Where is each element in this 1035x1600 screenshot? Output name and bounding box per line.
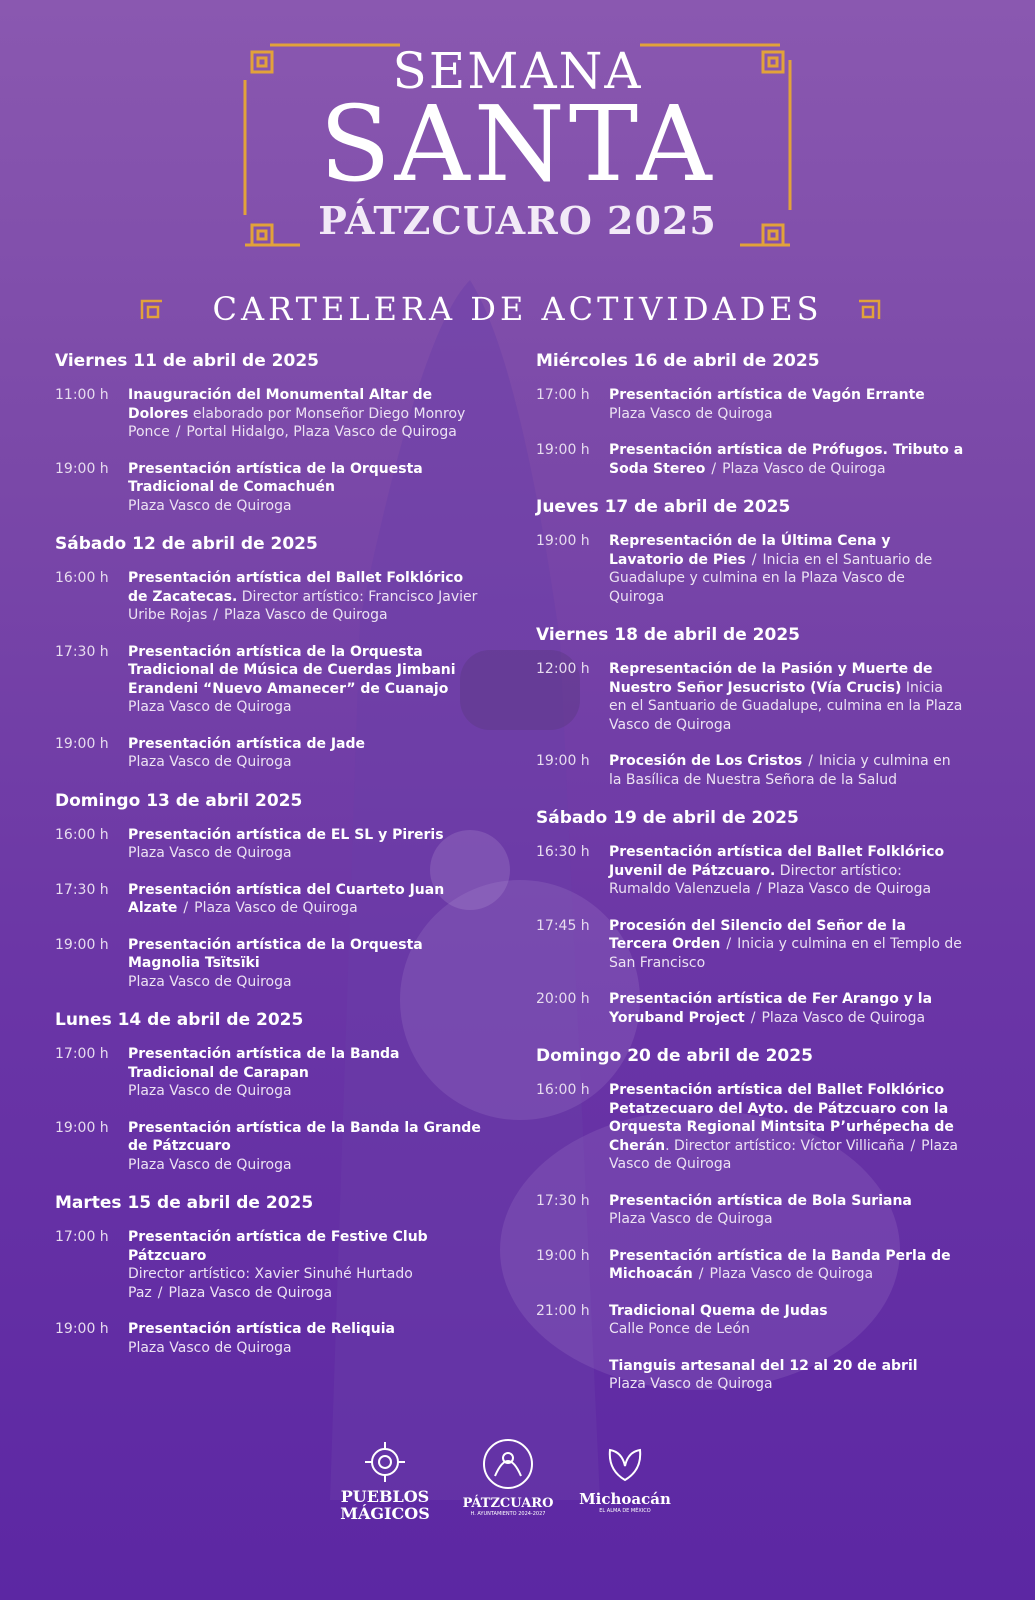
event-title: Presentación artística de Fer Arango y la Yoruband Project [609,991,933,1026]
title-santa: SANTA [319,83,716,205]
event-title: Presentación artística de Festive Club Pátzcuaro [128,1229,428,1264]
separator: / [808,753,813,769]
event-title: Tradicional Quema de Judas [609,1302,828,1319]
event-body [128,936,483,992]
schedule-column-right [536,350,966,1412]
day-title: Domingo 20 de abril de 2025 [536,1046,813,1066]
event-title: Tianguis artesanal del 12 al 20 de abril [609,1357,918,1374]
event-place: Plaza Vasco de Quiroga [709,1266,874,1282]
event-time: 17:30 h [55,881,109,898]
separator: / [213,607,218,623]
event-detail: . Director artístico: Víctor Villicaña [665,1137,905,1154]
day-section [55,1009,485,1174]
event-place: Inicia en el Santuario de Guadalupe y culmina en la Plaza Vasco de Quiroga [609,551,933,605]
patzcuaro-logo [458,1436,558,1517]
event-place: Plaza Vasco de Quiroga [609,405,773,422]
event-place: Plaza Vasco de Quiroga [128,497,292,514]
michoacan-logo [575,1440,675,1514]
day-title: Lunes 14 de abril de 2025 [55,1010,304,1030]
event-row [536,1192,966,1229]
event-row [55,569,485,625]
day-title: Jueves 17 de abril de 2025 [536,497,791,517]
event-title: Presentación artística del Ballet Folklórico Juvenil de Pátzcuaro. [609,844,945,879]
event-body [609,532,964,606]
event-time: 17:45 h [536,917,590,934]
event-title: Procesión de Los Cristos [609,753,803,769]
event-title: Representación de la Pasión y Muerte de Nuestro Señor Jesucristo (Vía Crucis) [609,661,933,696]
event-time: 17:30 h [55,643,109,660]
event-row [55,643,485,717]
event-row [536,1357,966,1394]
event-title: Presentación artística del Cuarteto Juan Alzate [128,881,445,916]
event-time: 16:00 h [55,570,109,586]
event-row [55,1320,485,1357]
event-row [55,881,485,918]
separator: / [756,881,762,897]
event-detail: elaborado por Monseñor Diego Monroy Ponce [128,405,466,440]
event-time: 16:00 h [536,1082,590,1098]
event-time [536,1357,609,1394]
event-time: 19:00 h [55,735,109,752]
event-place: Plaza Vasco de Quiroga [128,1339,292,1356]
event-place: Plaza Vasco de Quiroga [761,1009,926,1026]
gold-ornament-icon [855,297,881,323]
event-body [128,643,483,717]
event-time: 12:00 h [536,661,590,677]
separator: / [750,1009,756,1026]
event-row [536,843,966,899]
day-section [536,496,966,606]
event-body [128,1320,483,1357]
event-place: Plaza Vasco de Quiroga [128,973,292,990]
event-body [609,1302,964,1339]
day-section [55,790,485,992]
event-time: 19:00 h [55,1321,109,1337]
event-place: Plaza Vasco de Quiroga [128,845,292,861]
event-place: Inicia y culmina en el Templo de San Francisco [609,936,962,971]
separator: / [910,1137,916,1154]
event-row [536,386,966,423]
event-place: Plaza Vasco de Quiroga [609,1137,959,1172]
event-body [609,843,964,899]
event-row [55,1119,485,1175]
event-place: Plaza Vasco de Quiroga [609,1376,773,1392]
event-time: 20:00 h [536,991,590,1007]
event-place: Calle Ponce de León [609,1321,750,1337]
event-time: 19:00 h [536,1247,590,1264]
event-time: 16:00 h [55,826,109,843]
event-place: Plaza Vasco de Quiroga [128,1156,292,1173]
michoacan-subtext: EL ALMA DE MÉXICO [599,1508,651,1514]
separator: / [183,900,189,916]
event-time: 17:00 h [536,387,590,403]
event-time: 19:00 h [55,1119,109,1136]
event-body [609,990,964,1027]
event-body [128,386,483,442]
event-place: Plaza Vasco de Quiroga [767,881,932,897]
event-body [128,1119,483,1175]
event-time: 21:00 h [536,1302,590,1319]
event-place: Plaza Vasco de Quiroga [128,699,292,715]
event-body [128,1045,483,1101]
michoacan-text: Michoacán [579,1490,671,1508]
day-title: Sábado 19 de abril de 2025 [536,808,799,828]
event-place: Plaza Vasco de Quiroga [168,1284,333,1301]
event-body [128,1228,483,1302]
spiral-icon [360,1440,410,1484]
separator: / [157,1284,163,1301]
event-body [128,569,483,625]
event-body [609,441,964,478]
event-row [55,1228,485,1302]
event-row [55,936,485,992]
event-place: Plaza Vasco de Quiroga [722,460,886,477]
day-title: Viernes 11 de abril de 2025 [55,351,319,371]
header [0,0,1035,280]
day-section [55,533,485,772]
event-time: 19:00 h [55,936,109,953]
day-section [55,1192,485,1357]
event-title: Presentación artística del Ballet Folklórico de Zacatecas. [128,570,464,605]
event-detail: Director artístico: Xavier Sinuhé Hurtado Paz [128,1266,413,1301]
day-title: Miércoles 16 de abril de 2025 [536,351,820,371]
event-title: Presentación artística de Prófugos. Tributo a Soda Stereo [609,442,964,477]
event-title: Presentación artística de la Banda Perla de Michoacán [609,1247,951,1282]
event-title: Procesión del Silencio del Señor de la Tercera Orden [609,917,906,952]
day-title: Sábado 12 de abril de 2025 [55,534,318,554]
event-body [609,1081,964,1174]
event-body [128,881,483,918]
day-section [536,807,966,1027]
event-place: Inicia y culmina en la Basílica de Nuestra Señora de la Salud [609,753,951,788]
separator: / [726,936,732,952]
separator: / [711,460,717,477]
event-time: 19:00 h [536,442,590,458]
event-time: 17:00 h [55,1229,109,1245]
event-row [536,660,966,734]
patzcuaro-subtext: H. AYUNTAMIENTO 2024-2027 [470,1511,546,1517]
separator: / [751,551,757,568]
event-place: Plaza Vasco de Quiroga [128,1083,292,1099]
schedule-column-left [55,350,485,1375]
event-title: Presentación artística de la Orquesta Magnolia Tsïtsïki [128,936,423,971]
event-time: 17:00 h [55,1046,109,1062]
day-title: Martes 15 de abril de 2025 [55,1193,314,1213]
pueblos-magicos-logo [330,1440,440,1522]
patzcuaro-emblem-icon [481,1436,535,1492]
event-place: Plaza Vasco de Quiroga [224,607,388,623]
event-body [609,660,964,734]
footer-logos [0,1430,1035,1550]
event-body [128,460,483,516]
event-title: Presentación artística de EL SL y Pireris [128,826,444,843]
event-time: 11:00 h [55,387,109,403]
pueblos-magicos-text: PUEBLOS MÁGICOS [340,1487,430,1523]
separator: / [175,424,181,440]
event-title: Presentación artística de Jade [128,735,366,752]
event-row [55,826,485,863]
event-title: Presentación artística de la Banda la Grande de Pátzcuaro [128,1119,481,1154]
event-detail: Inicia en el Santuario de Guadalupe, culmina en la Plaza Vasco de Quiroga [609,679,963,733]
event-row [536,1081,966,1174]
day-section [536,624,966,789]
event-row [536,752,966,789]
day-title: Domingo 13 de abril 2025 [55,790,303,811]
event-detail: Director artístico: Rumaldo Valenzuela [609,862,902,897]
separator: / [698,1266,704,1282]
event-place: Plaza Vasco de Quiroga [609,1211,773,1227]
event-detail: Director artístico: Francisco Javier Uribe Rojas [128,588,478,623]
event-row [536,532,966,606]
event-body [609,1247,964,1284]
event-body [609,386,964,423]
day-section [536,1045,966,1394]
event-row [55,460,485,516]
patzcuaro-text: PÁTZCUARO [462,1496,554,1511]
day-section [55,350,485,515]
event-title: Representación de la Última Cena y Lavatorio de Pies [609,533,891,568]
event-time: 19:00 h [536,533,590,549]
event-place: Plaza Vasco de Quiroga [194,900,358,916]
title-semana: SEMANA [392,42,643,100]
event-place: Plaza Vasco de Quiroga [128,754,292,770]
subtitle: CARTELERA DE ACTIVIDADES [212,290,823,328]
event-place: Portal Hidalgo, Plaza Vasco de Quiroga [186,424,457,440]
event-title: Presentación artística de Bola Suriana [609,1192,912,1209]
event-title: Presentación artística de la Orquesta Tradicional de Música de Cuerdas Jimbani Erandeni “Nuevo Amanecer” de Cuanajo [128,643,456,697]
event-title: Presentación artística de Reliquia [128,1321,395,1337]
event-title: Inauguración del Monumental Altar de Dolores [128,387,433,422]
event-row [55,1045,485,1101]
event-time: 16:30 h [536,844,590,860]
event-row [536,1247,966,1284]
event-title: Presentación artística de la Orquesta Tradicional de Comachuén [128,460,423,495]
event-body [128,735,483,772]
event-body [609,917,964,973]
event-title: Presentación artística del Ballet Folklórico Petatzecuaro del Ayto. de Pátzcuaro con la Orquesta Regional Mintsita P’urhépecha de Cherán [609,1082,954,1154]
event-time: 17:30 h [536,1192,590,1209]
event-row [55,735,485,772]
butterfly-icon [600,1440,650,1486]
event-title: Presentación artística de la Banda Tradicional de Carapan [128,1046,400,1081]
event-body [609,1357,964,1394]
event-body [609,1192,964,1229]
event-body [128,826,483,863]
event-row [536,917,966,973]
event-time: 19:00 h [536,753,590,769]
event-row [536,441,966,478]
title-city-year: PÁTZCUARO 2025 [318,198,717,243]
event-row [55,386,485,442]
event-row [536,990,966,1027]
day-section [536,350,966,478]
event-title: Presentación artística de Vagón Errante [609,387,925,403]
event-row [536,1302,966,1339]
day-title: Viernes 18 de abril de 2025 [536,625,800,645]
event-body [609,752,964,789]
event-time: 19:00 h [55,460,109,477]
